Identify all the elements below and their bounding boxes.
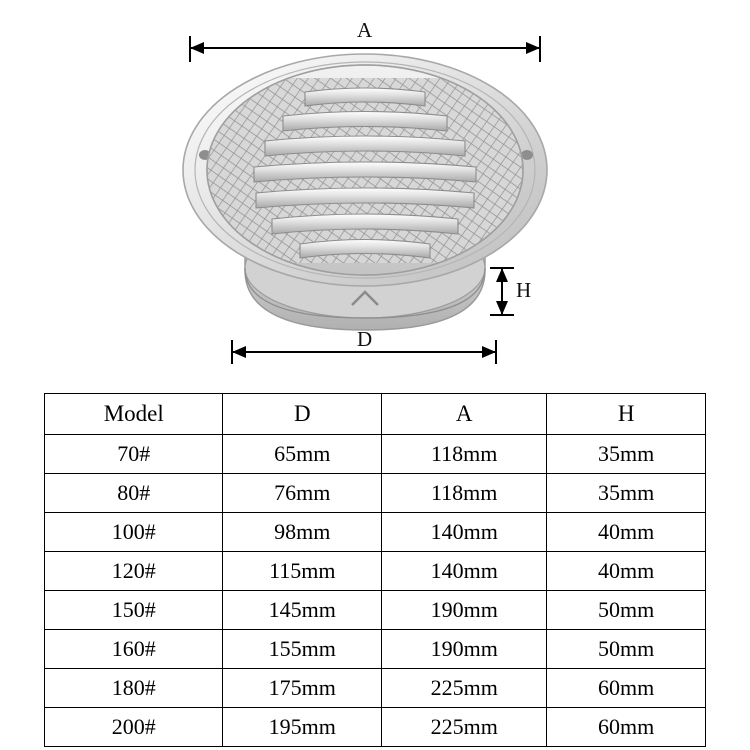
cell-a: 225mm	[382, 708, 547, 747]
cell-h: 35mm	[547, 435, 706, 474]
table-header-model: Model	[45, 394, 223, 435]
specification-table	[44, 393, 706, 747]
louvre-blades	[207, 78, 523, 263]
table-header-h: H	[547, 394, 706, 435]
cell-model: 100#	[45, 513, 223, 552]
cell-a: 140mm	[382, 513, 547, 552]
cell-d: 145mm	[223, 591, 382, 630]
table-header-d: D	[223, 394, 382, 435]
cell-d: 76mm	[223, 474, 382, 513]
table-header-row	[45, 394, 706, 435]
cell-d: 175mm	[223, 669, 382, 708]
table-row	[45, 669, 706, 708]
table-row	[45, 435, 706, 474]
cell-model: 80#	[45, 474, 223, 513]
table-row	[45, 552, 706, 591]
cell-h: 60mm	[547, 708, 706, 747]
table-row	[45, 591, 706, 630]
table-row	[45, 513, 706, 552]
cell-h: 35mm	[547, 474, 706, 513]
table-row	[45, 708, 706, 747]
table-header-a: A	[382, 394, 547, 435]
cell-d: 98mm	[223, 513, 382, 552]
dimension-label-d: D	[357, 327, 373, 351]
table-row	[45, 630, 706, 669]
cell-model: 150#	[45, 591, 223, 630]
cell-a: 190mm	[382, 630, 547, 669]
cell-h: 50mm	[547, 630, 706, 669]
cell-d: 115mm	[223, 552, 382, 591]
cell-a: 118mm	[382, 435, 547, 474]
cell-h: 40mm	[547, 513, 706, 552]
cell-d: 155mm	[223, 630, 382, 669]
cell-model: 180#	[45, 669, 223, 708]
cell-d: 195mm	[223, 708, 382, 747]
cell-a: 190mm	[382, 591, 547, 630]
cell-a: 225mm	[382, 669, 547, 708]
table-row	[45, 474, 706, 513]
dimension-label-a: A	[357, 18, 373, 42]
cell-model: 160#	[45, 630, 223, 669]
cell-d: 65mm	[223, 435, 382, 474]
cell-a: 140mm	[382, 552, 547, 591]
cell-model: 70#	[45, 435, 223, 474]
cell-h: 40mm	[547, 552, 706, 591]
cell-model: 200#	[45, 708, 223, 747]
cell-h: 50mm	[547, 591, 706, 630]
cell-a: 118mm	[382, 474, 547, 513]
dimension-label-h: H	[516, 278, 532, 302]
cell-model: 120#	[45, 552, 223, 591]
cell-h: 60mm	[547, 669, 706, 708]
